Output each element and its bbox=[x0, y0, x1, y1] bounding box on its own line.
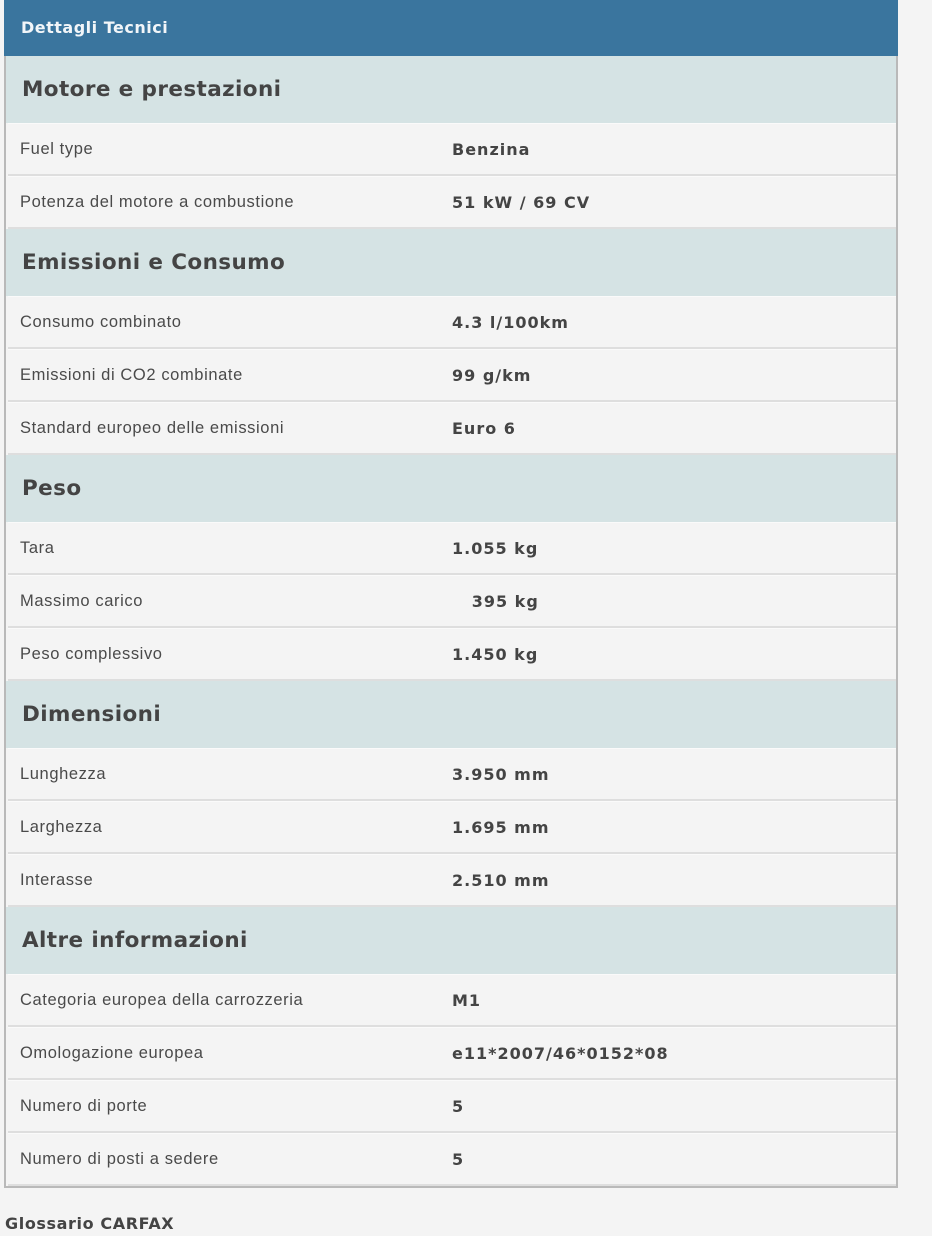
table-row bbox=[8, 349, 896, 402]
row-value: Euro 6 bbox=[452, 418, 516, 438]
table-row bbox=[8, 402, 896, 455]
section-title: Dimensioni bbox=[6, 681, 896, 748]
row-value: M1 bbox=[452, 990, 482, 1010]
table-row bbox=[8, 575, 896, 628]
carfax-glossary-link[interactable]: Glossario CARFAX bbox=[5, 1214, 175, 1233]
row-label: Lunghezza bbox=[20, 764, 107, 783]
table-row bbox=[8, 1080, 896, 1133]
section-engine bbox=[6, 56, 896, 229]
row-label: Peso complessivo bbox=[20, 644, 163, 663]
row-label: Categoria europea della carrozzeria bbox=[20, 990, 304, 1009]
table-row bbox=[8, 1133, 896, 1186]
row-value: 3.950 mm bbox=[452, 764, 550, 784]
section-emissions bbox=[6, 229, 896, 455]
row-value: 5 bbox=[452, 1096, 465, 1116]
table-row bbox=[8, 123, 896, 176]
section-title: Altre informazioni bbox=[6, 907, 896, 974]
panel-title: Dettagli Tecnici bbox=[4, 0, 898, 56]
row-value: 1.450 kg bbox=[452, 644, 539, 664]
row-label: Larghezza bbox=[20, 817, 103, 836]
row-value: 395 kg bbox=[452, 591, 539, 611]
row-label: Numero di posti a sedere bbox=[20, 1149, 219, 1168]
section-weight bbox=[6, 455, 896, 681]
row-value: 1.695 mm bbox=[452, 817, 550, 837]
row-label: Tara bbox=[20, 538, 55, 557]
row-value: 5 bbox=[452, 1149, 465, 1169]
row-value: 1.055 kg bbox=[452, 538, 539, 558]
panel-body bbox=[4, 56, 898, 1188]
row-label: Fuel type bbox=[20, 139, 94, 158]
row-label: Interasse bbox=[20, 870, 94, 889]
table-row bbox=[8, 974, 896, 1027]
section-title: Peso bbox=[6, 455, 896, 522]
table-row bbox=[8, 176, 896, 229]
row-value: 51 kW / 69 CV bbox=[452, 192, 591, 212]
section-title: Motore e prestazioni bbox=[6, 56, 896, 123]
table-row bbox=[8, 748, 896, 801]
row-value: Benzina bbox=[452, 139, 531, 159]
row-value: 4.3 l/100km bbox=[452, 312, 569, 332]
table-row bbox=[8, 296, 896, 349]
technical-details-panel bbox=[4, 0, 898, 1188]
table-row bbox=[8, 854, 896, 907]
table-row bbox=[8, 522, 896, 575]
row-label: Omologazione europea bbox=[20, 1043, 204, 1062]
row-label: Standard europeo delle emissioni bbox=[20, 418, 285, 437]
section-dimensions bbox=[6, 681, 896, 907]
section-other-info bbox=[6, 907, 896, 1186]
row-label: Potenza del motore a combustione bbox=[20, 192, 295, 211]
table-row bbox=[8, 628, 896, 681]
row-value: 2.510 mm bbox=[452, 870, 550, 890]
row-value: e11*2007/46*0152*08 bbox=[452, 1043, 669, 1063]
row-label: Consumo combinato bbox=[20, 312, 182, 331]
table-row bbox=[8, 1027, 896, 1080]
row-label: Massimo carico bbox=[20, 591, 144, 610]
row-value: 99 g/km bbox=[452, 365, 532, 385]
section-title: Emissioni e Consumo bbox=[6, 229, 896, 296]
table-row bbox=[8, 801, 896, 854]
row-label: Numero di porte bbox=[20, 1096, 148, 1115]
row-label: Emissioni di CO2 combinate bbox=[20, 365, 243, 384]
